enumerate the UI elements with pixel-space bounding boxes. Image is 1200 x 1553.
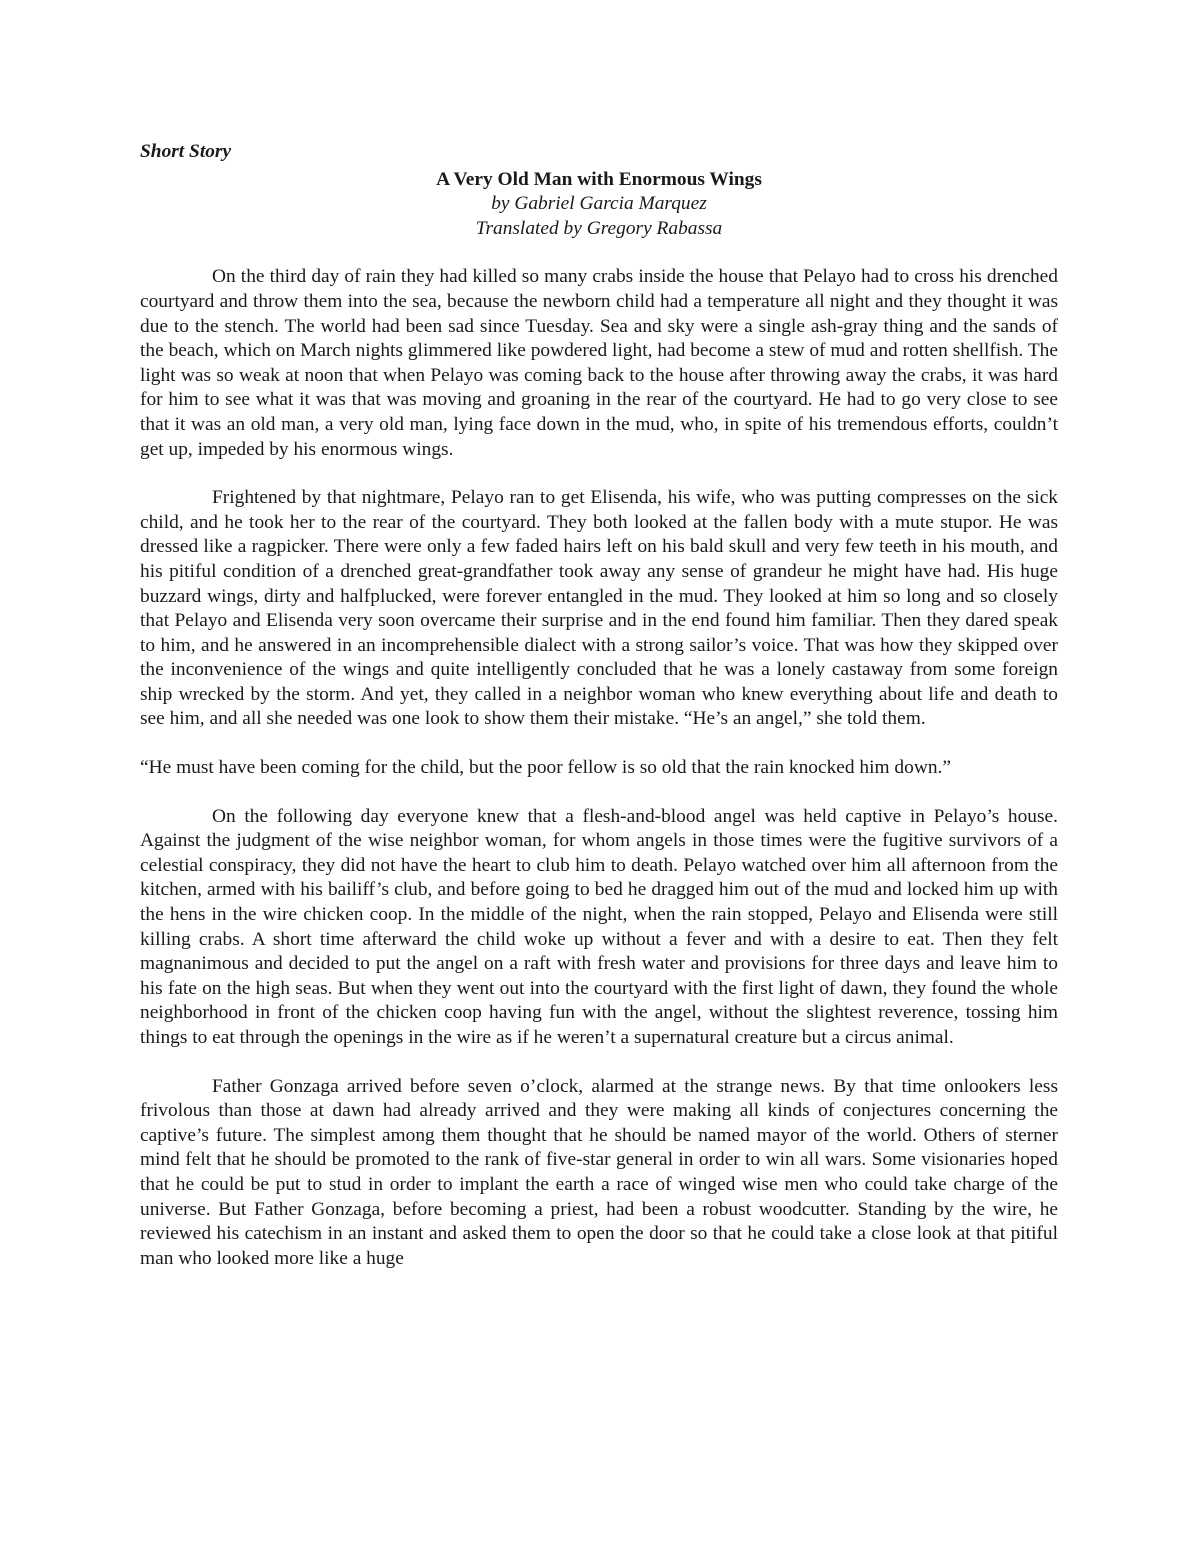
story-label: Short Story xyxy=(140,141,232,162)
paragraph-2: Frightened by that nightmare, Pelayo ran to get Elisenda, his wife, who was putting compresses on the sick child, and he took her to the rear of the courtyard. They both looked at the fallen body with a mute stupor. He was dressed like a ragpicker. There were only a few faded hairs left on his bald skull and very few teeth in his mouth, and his pitiful condition of a drenched great-grandfather took away any sense of grandeur he might have had. His huge buzzard wings, dirty and halfplucked, were forever entangled in the mud. They looked at him so long and so closely that Pelayo and Elisenda very soon overcame their surprise and in the end found him familiar. Then they dared speak to him, and he answered in an incomprehensible dialect with a strong sailor’s voice. That was how they skipped over the inconvenience of the wings and quite intelligently concluded that he was a lonely castaway from some foreign ship wrecked by the storm. And yet, they called in a neighbor woman who knew everything about life and death to see him, and all she needed was one look to show them their mistake. “He’s an angel,” she told them. xyxy=(140,487,1058,730)
quote-paragraph: “He must have been coming for the child, but the poor fellow is so old that the rain knocked him down.” xyxy=(140,757,951,779)
story-title: A Very Old Man with Enormous Wings xyxy=(436,168,762,190)
paragraph-3: On the following day everyone knew that a flesh-and-blood angel was held captive in Pelayo’s house. Against the judgment of the wise neighbor woman, for whom angels in those times were the fugitive survivors of a celestial conspiracy, they did not have the heart to club him to death. Pelayo watched over him all afternoon from the kitchen, armed with his bailiff’s club, and before going to bed he dragged him out of the mud and locked him up with the hens in the wire chicken coop. In the middle of the night, when the rain stopped, Pelayo and Elisenda were still killing crabs. A short time afterward the child woke up without a fever and with a desire to eat. Then they felt magnanimous and decided to put the angel on a raft with fresh water and provisions for three days and leave him to his fate on the high seas. But when they went out into the courtyard with the first light of dawn, they found the whole neighborhood in front of the chicken coop having fun with the angel, without the slightest reverence, tossing him things to eat through the openings in the wire as if he weren’t a supernatural creature but a circus animal. xyxy=(140,805,1058,1048)
document-page xyxy=(140,140,1058,1295)
paragraph-4: Father Gonzaga arrived before seven o’clock, alarmed at the strange news. By that time onlookers less frivolous than those at dawn had already arrived and they were making all kinds of conjectures concerning the captive’s future. The simplest among them thought that he should be named mayor of the world. Others of sterner mind felt that he should be promoted to the rank of five-star general in order to win all wars. Some visionaries hoped that he could be put to stud in order to implant the earth a race of winged wise men who could take charge of the universe. But Father Gonzaga, before becoming a priest, had been a robust woodcutter. Standing by the wire, he reviewed his catechism in an instant and asked them to open the door so that he could take a close look at that pitiful man who looked more like a huge xyxy=(140,1075,1058,1269)
paragraph-1: On the third day of rain they had killed so many crabs inside the house that Pelayo had to cross his drenched courtyard and throw them into the sea, because the newborn child had a temperature all night and they thought it was due to the stench. The world had been sad since Tuesday. Sea and sky were a single ash-gray thing and the sands of the beach, which on March nights glimmered like powdered light, had become a stew of mud and rotten shellfish. The light was so weak at noon that when Pelayo was coming back to the house after throwing away the crabs, it was hard for him to see what it was that was moving and groaning in the rear of the courtyard. He had to go very close to see that it was an old man, a very old man, lying face down in the mud, who, in spite of his tremendous efforts, couldn’t get up, impeded by his enormous wings. xyxy=(140,266,1058,460)
author-byline: by Gabriel Garcia Marquez xyxy=(491,193,707,215)
translator-credit: Translated by Gregory Rabassa xyxy=(475,217,723,239)
